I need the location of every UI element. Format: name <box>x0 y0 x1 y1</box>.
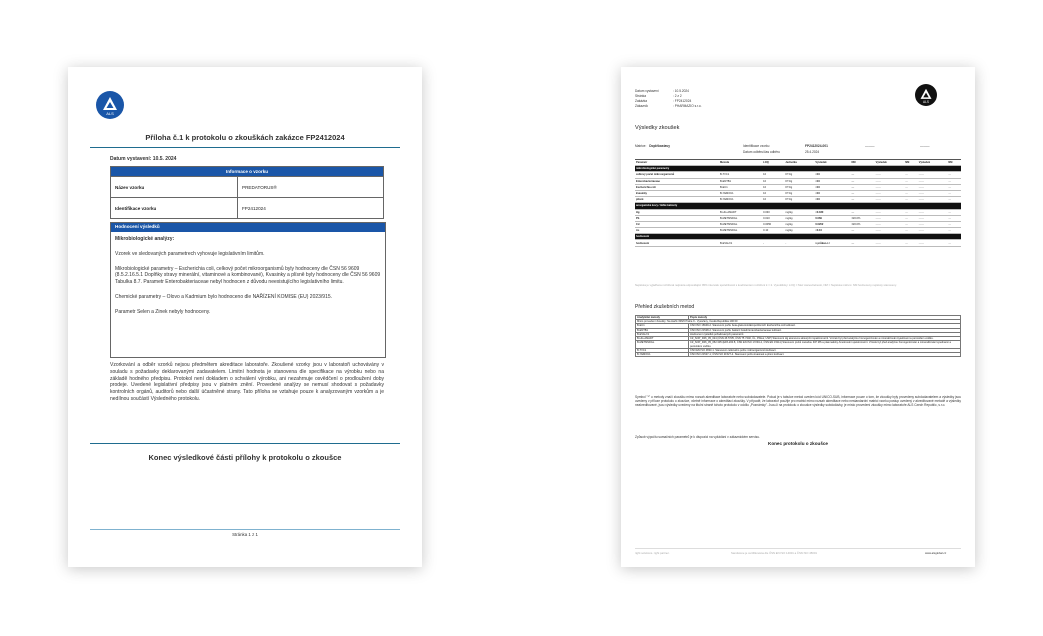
empty-cell: — <box>947 221 961 227</box>
footer-tagline: right solutions. right partner. <box>635 551 670 555</box>
empty-cell: —— <box>875 228 905 234</box>
id-label: Identifikace vzorku <box>743 144 770 148</box>
empty-cell: —— <box>875 178 905 184</box>
methods-note: Symbol "*" u metody značí zkoušku mimo rozsah akreditace laboratoře nebo subdodavatele. Pokud je v tabulce metod uveden kód UNICO-SUB, informace pouze o tom, že zkoušky byly provedeny subdodavatelem a výsledky jsou uvedeny v příloze protokolu o zkoušce, včetně informace o akreditaci zkoušky. V případě, že laboratoř použije pro matrici mimo rozsah akreditace nebo nestandardní matrici vzorku postup uvedený v akreditované metodě a výsledky neakreditované, jsou výsledky uvedeny na titulní straně tohoto protokolu v oddílu „Poznámky". Jsou-li na protokolu o zkoušce výsledky subdodávky, je místo provedení zkoušky mimo laboratoře ALS Czech Republic, s.r.o. <box>635 395 961 408</box>
results-para-3: Mikrobiologické parametry – Escherichia coli, celkový počet mikroorganismů byly hodnoceny dle ČSN 56 9609 (8.5.2.16.5.1 Doplňky stravy minerální, vitaminové a kombinované), Kvasinky a plísně byly hodnoceny dle ČSN 56 9609 Tabulka 8.7. Parametr Enterobakteriaceae nebyl hodnocen z důvodu neexistujícího legislativního limitu. <box>115 265 381 285</box>
cell: mg/kg <box>784 221 814 227</box>
sample-name-value: PREDATORUS® <box>238 177 384 198</box>
results-box <box>110 222 386 358</box>
results-section-title: Výsledky zkoušek <box>635 125 680 131</box>
cell: — <box>850 240 874 246</box>
end-divider <box>90 443 400 444</box>
empty-cell: —— <box>918 197 948 203</box>
results-para-2: Vzorek ve sledovaných parametrech vyhovuje legislativním limitům. <box>115 250 265 257</box>
empty-cell: —— <box>875 190 905 196</box>
cell: KTJ/g <box>784 184 814 190</box>
empty-cell: — <box>904 172 918 178</box>
end-of-report: Konec výsledkové části přílohy k protokolu o zkoušce <box>148 453 342 462</box>
empty-cell: —— <box>875 215 905 221</box>
empty-cell: —— <box>918 190 948 196</box>
empty-cell: —— <box>918 228 948 234</box>
empty-cell: —— <box>918 221 948 227</box>
footer-divider <box>635 548 961 549</box>
cell: 0.0202 <box>814 221 850 227</box>
empty-cell: —— <box>918 178 948 184</box>
cell: — <box>850 172 874 178</box>
disclaimer-note: Vzorkování a odběr vzorků nejsou předmětem akreditace laboratoře. Zkoušené vzorky jsou v laboratoři uchovávány v souladu s požadavky deklarovanými zadavatelem. Limitní hodnota je stanovena dle specifikace na výrobku nebo na základě hodného předpisu. Protokol není dokladem o schválení výrobku, ani nezahrnuje osvědčení o prodloužení doby prodeje. Uvedené legislativní předpisy jsou v platném znění. Provedené analýzy se nemusí shodovat s požadavky kontrolních orgánů, auditorů nebo další účastněné strany. Tato příloha se vztahuje pouze k analyzovaným vzorkům a je nedílnou součástí Výsledného protokolu. <box>110 362 384 402</box>
page-title: Příloha č.1 k protokolu o zkouškách zakázce FP2412024 <box>145 133 345 142</box>
empty-cell: —— <box>918 172 948 178</box>
sample-id-label: Identifikace vzorku <box>111 198 238 219</box>
als-logo-text: ALS <box>106 111 114 116</box>
methods-place: Místo provedení zkoušky: Na Harfě 336/9 Praha 9 - Vysočany, Česká Republika 190 00 <box>636 320 961 324</box>
footer-certification: Sandstone je certifikována dle ČSN EN ISO 14001 a ČSN ISO 45001 <box>731 551 817 555</box>
empty-cell: — <box>947 228 961 234</box>
cell: 10 <box>762 190 784 196</box>
cell: Enterobacteriaceae <box>635 178 719 184</box>
col-header: NM <box>904 160 918 166</box>
issue-date: Datum vystavení: 10.5. 2024 <box>110 156 177 162</box>
page-footer: Stránka 1 z 1 <box>232 532 258 537</box>
cell: B-ENTB1 <box>719 178 762 184</box>
footer-divider <box>90 529 400 530</box>
cell: B-METMSDGL <box>719 221 762 227</box>
cell: <10 <box>814 172 850 178</box>
info-header: Informace o vzorku <box>111 167 384 177</box>
cell: v průkaz.c.l <box>814 240 850 246</box>
empty-cell: —— <box>918 240 948 246</box>
title-divider <box>90 147 400 148</box>
empty-cell: —— <box>875 221 905 227</box>
col-header: Parametr <box>635 160 719 166</box>
method-description: ČSN EN ISO 4833-1. Stanovení celkového počtu mikroorganismů kultivací. <box>689 348 961 352</box>
cell: Escherichia coli <box>635 184 719 190</box>
empty-cell: — <box>947 197 961 203</box>
cell: celkový počet mikroorganismů <box>635 172 719 178</box>
cell: - <box>762 240 784 246</box>
cell: KTJ/g <box>784 190 814 196</box>
empty-cell: — <box>947 209 961 215</box>
method-row <box>636 353 961 357</box>
cell: mg/kg <box>784 209 814 215</box>
empty-cell: — <box>947 184 961 190</box>
empty-cell: —— <box>875 197 905 203</box>
results-header: Hodnocení výsledků <box>111 223 385 232</box>
cell: Hg <box>635 209 719 215</box>
matrix-value: Doplňkastavy <box>649 144 670 148</box>
empty-cell: —— <box>875 172 905 178</box>
cell: — <box>850 184 874 190</box>
method-code: B-EC1 <box>636 324 689 328</box>
col-header: LOQ <box>762 160 784 166</box>
cell: — <box>850 197 874 203</box>
cell: 0.010 <box>762 215 784 221</box>
col-header: Výsledek <box>814 160 850 166</box>
cell: ±20.0% <box>850 215 874 221</box>
sample-name-label: Název vzorku <box>111 177 238 198</box>
method-description: Hodnocení výsledků požadovaných parametrů <box>689 332 961 336</box>
matrix-label: Matrice: <box>635 144 647 148</box>
cell: KTJ/g <box>784 197 814 203</box>
cell: Pb <box>635 215 719 221</box>
cell: 0.069 <box>814 215 850 221</box>
als-logo <box>96 91 124 119</box>
cell: — <box>850 190 874 196</box>
empty-cell: — <box>947 240 961 246</box>
method-description: ČSN ISO 16649-2. Stanovení počtu beta-glukuronidázopozitivních Escherichia coli kultivací. <box>689 324 961 328</box>
cell: <10 <box>814 190 850 196</box>
method-row <box>636 341 961 348</box>
report-page-1 <box>68 67 422 567</box>
section-title: mikrobiologické parametry <box>635 166 961 172</box>
col-header: NM <box>850 160 874 166</box>
cell: 10 <box>762 172 784 178</box>
report-page-2 <box>621 67 975 567</box>
als-logo <box>915 84 937 106</box>
empty-cell: — <box>947 172 961 178</box>
cell: mg/kg <box>784 228 814 234</box>
header-row: Datum vystavení : 10.5.2024 <box>635 89 689 93</box>
empty-cell: — <box>904 240 918 246</box>
date-taken-value: 25.4.2024 <box>805 150 820 154</box>
method-description: ČSN ISO 21527-1; ČSN ISO 21527-2. Stanovení počtu kvasinek a plísní kultivací. <box>689 353 961 357</box>
methods-title: Přehled zkušebních metod <box>635 304 695 310</box>
col-header: Výsledek <box>918 160 948 166</box>
cell: 0.0050 <box>762 221 784 227</box>
methods-table <box>635 315 961 357</box>
empty-cell: — <box>904 209 918 215</box>
method-code: B-HG-AMADT <box>636 337 689 341</box>
col-header: Jednotka <box>784 160 814 166</box>
cell: <10 <box>814 178 850 184</box>
cell: B-TVC1 <box>719 172 762 178</box>
cell: KTJ/g <box>784 172 814 178</box>
results-para-5: Parametr Selen a Zinek nebyly hodnoceny. <box>115 308 211 315</box>
empty-cell: —— <box>875 184 905 190</box>
results-para-4: Chemické parametry – Olovo a Kadmium bylo hodnoceno dle NAŘÍZENÍ KOMISE (EU) 2023/915. <box>115 293 333 300</box>
cell: KTJ/g <box>784 178 814 184</box>
cell: <0.030 <box>814 209 850 215</box>
cell: Cd <box>635 221 719 227</box>
section-title: hodnocení <box>635 234 961 240</box>
empty-cell: — <box>904 228 918 234</box>
empty-cell: —— <box>918 184 948 190</box>
results-para-1: Mikrobiologické analýzy: <box>115 236 175 242</box>
table-row <box>111 177 384 198</box>
cell: <10 <box>814 197 850 203</box>
cell: mg/kg <box>784 215 814 221</box>
empty-cell: — <box>904 215 918 221</box>
method-code: B-METMSDGL <box>636 341 689 348</box>
cell: B-METMSDGL <box>719 228 762 234</box>
empty-cell: — <box>904 190 918 196</box>
sample-info-table <box>110 166 384 219</box>
method-code: B-EVALX1 <box>636 332 689 336</box>
empty-cell: —— <box>918 209 948 215</box>
cell: plísně <box>635 197 719 203</box>
methods-col-header: Analytické metody <box>636 316 689 320</box>
cell: 10 <box>762 184 784 190</box>
empty-cell: — <box>904 221 918 227</box>
table-row <box>111 198 384 219</box>
empty-cell: — <box>947 178 961 184</box>
col-header: Výsledek <box>875 160 905 166</box>
header-row: Zákazník : PHARMAZIO s.r.o. <box>635 104 702 109</box>
method-code: B-ENTB1 <box>636 328 689 332</box>
cell: B-METMSDGL <box>719 215 762 221</box>
results-table <box>635 159 961 247</box>
col-header: NM <box>947 160 961 166</box>
empty-cell: — <box>947 190 961 196</box>
header-info <box>635 89 702 110</box>
method-code: B-TVC1 <box>636 348 689 352</box>
cell: 0.10 <box>762 228 784 234</box>
empty-cell: — <box>947 215 961 221</box>
method-code: B-YEMOU1 <box>636 353 689 357</box>
empty-cell: — <box>904 178 918 184</box>
method-description: CZ_SOP_D06_05_024 (ČSN 46 5735, ČSN 75 7440, ČL, PhEur, USP) Stanovení Hg atomovou absorpční spektrometrií. Vzorek byl před analýzou homogenizován a mineralizován kyselinami a peroxidem vodíku. <box>689 337 961 341</box>
empty-cell: —— <box>918 215 948 221</box>
cell: B-EC1 <box>719 184 762 190</box>
cell: B-HG-AMADT <box>719 209 762 215</box>
empty-cell: —— <box>875 209 905 215</box>
header-row: Zakázka : FP2412024 <box>635 99 692 104</box>
header-row: Stránka : 2 z 2 <box>635 94 682 99</box>
table-row <box>635 240 961 246</box>
empty-cell: —— <box>875 240 905 246</box>
cell: 10 <box>762 197 784 203</box>
cell: As <box>635 228 719 234</box>
footer-website: www.alsglobal.cz <box>925 551 947 555</box>
cell: B-YEMOU1 <box>719 190 762 196</box>
cell: <0.10 <box>814 228 850 234</box>
results-footnote: Nejistota je vyjádřena rozšířená nejistota odpovídající 95% intervalu spolehlivosti s koeficientem rozšíření k = 2. Vysvětlivky: LOQ = Mez stanovitelnosti, NM = Nejistota měření. NM hodnoceny nejistoty stanoveny. <box>635 283 897 287</box>
section-title: anorganické kovy / těžké kationty <box>635 203 961 209</box>
matrix-header: Matrice: Doplňkastavy Identifikace vzorku FP2412024-001 Datum odběru/čas odběru 25.4.2024 ——— ——— <box>635 144 930 154</box>
method-description: CZ_SOP_D06_05_052.335 (EPA 200.8, ČSN EN ISO 17294-2, ČSN EN 15111) Stanovení prvků metodou ICP MS a plasmaticky-hmotnostní spektrometrií. Vzorek byl před analýzou homogenizován a mineralizován kyselinami a peroxidem vodíku. <box>689 341 961 348</box>
cell: B-EVALX1 <box>719 240 762 246</box>
end-of-protocol: Konec protokolu o zkoušce <box>768 441 828 446</box>
cell: <10 <box>814 184 850 190</box>
methods-note-2: Způsob výpočtu sumačních parametrů je k dispozici na vyžádání v zákaznickém servisu. <box>635 435 760 439</box>
cell: hodnocení <box>635 240 719 246</box>
cell: 0.030 <box>762 209 784 215</box>
cell: ±20.0% <box>850 221 874 227</box>
sample-id-value: FP2412024 <box>238 198 384 219</box>
id-value: FP2412024-001 <box>805 144 828 148</box>
empty-cell: — <box>904 184 918 190</box>
cell: kvasinky <box>635 190 719 196</box>
method-description: ČSN ISO 21528-2. Stanovení počtu bakterií čeledi Enterobacteriaceae kultivací. <box>689 328 961 332</box>
date-taken-label: Datum odběru/čas odběru <box>743 150 780 154</box>
cell: 10 <box>762 178 784 184</box>
methods-col-header: Popis metody <box>689 316 961 320</box>
cell: — <box>850 209 874 215</box>
col-header: Metoda <box>719 160 762 166</box>
als-logo-text: ALS <box>923 99 929 104</box>
cell: — <box>850 228 874 234</box>
cell: B-YEMOU1 <box>719 197 762 203</box>
empty-cell: — <box>904 197 918 203</box>
cell: — <box>850 178 874 184</box>
cell: - <box>784 240 814 246</box>
